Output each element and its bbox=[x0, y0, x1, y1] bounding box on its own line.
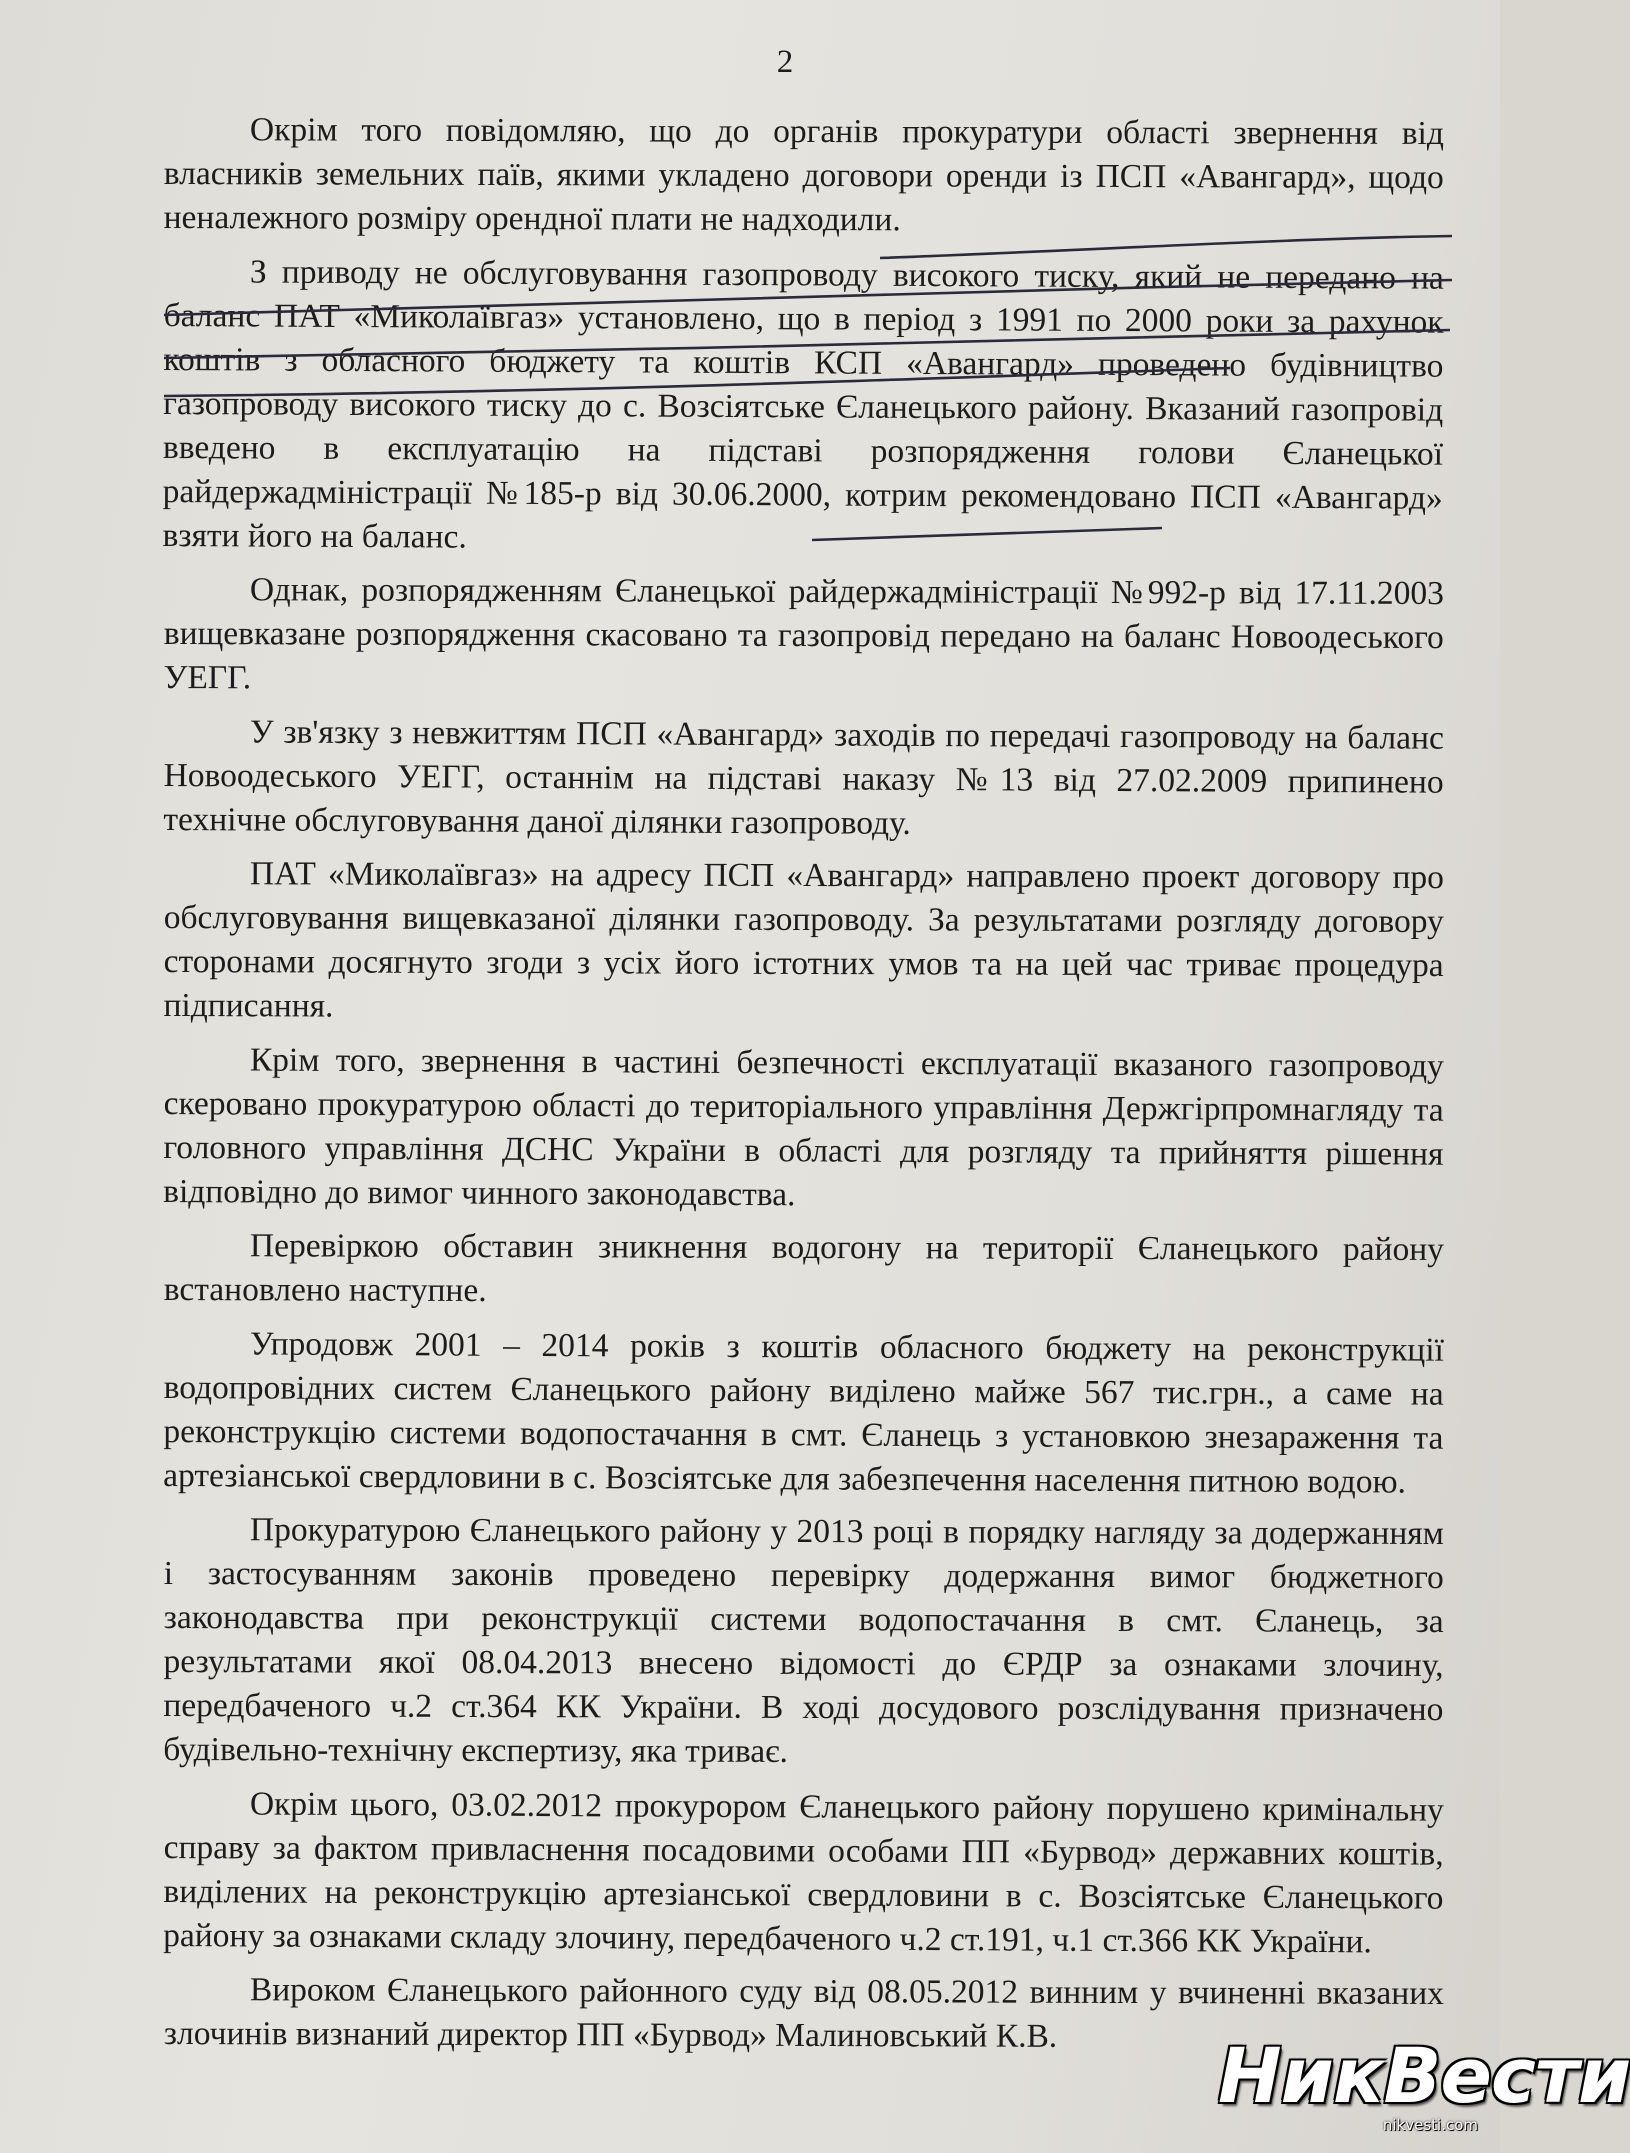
paragraph: Окрім цього, 03.02.2012 прокурором Єланецького району порушено кримінальну справу за фактом привласнення посадовими особами ПП «Бурвод» державних коштів, виділених на реконструкцію артезіанської свердловини в с. Возсіятське Єланецького району за ознаками складу злочину, передбаченого ч.2 ст.191, ч.1 ст.366 КК України. bbox=[163, 1785, 1444, 1961]
paragraph: Окрім того повідомляю, що до органів прокуратури області звернення від власників земельних паїв, якими укладено договори оренди із ПСП «Авангард», щодо неналежного розміру орендної плати не надходили. bbox=[163, 111, 1444, 239]
paragraph: Однак, розпорядженням Єланецької райдержадміністрації №992-р від 17.11.2003 вищевказане розпорядження скасовано та газопровід передано на баланс Новоодеського УЕГГ. bbox=[163, 571, 1444, 697]
paragraph: Упродовж 2001 – 2014 років з коштів обласного бюджету на реконструкції водопровідних систем Єланецького району виділено майже 567 тис.грн., а саме на реконструкцію системи водопостачання в смт. Єланець з установкою знезараження та артезіанської свердловини в с. Возсіятське для забезпечення населення питною водою. bbox=[163, 1325, 1444, 1501]
paragraph: ПАТ «Миколаївгаз» на адресу ПСП «Авангард» направлено проект договору про обслуговування вищевказаної ділянки газопроводу. За результатами розгляду договору сторонами досягнуто згоди з усіх його істотних умов та на цей час триває процедура підписання. bbox=[163, 855, 1444, 1025]
watermark-logo: НикВести bbox=[1218, 2031, 1630, 2120]
paragraph: Перевіркою обставин зникнення водогону на території Єланецького району встановлено наступне. bbox=[163, 1227, 1444, 1310]
watermark-url: nikvesti.com bbox=[1382, 2116, 1478, 2134]
page-number: 2 bbox=[776, 44, 794, 80]
paragraph: Крім того, звернення в частині безпечності експлуатації вказаного газопроводу скеровано прокуратурою області до територіального управління Держгірпромнагляду та головного управління ДСНС України в області для розгляду та прийняття рішення відповідно до вимог чинного законодавства. bbox=[163, 1041, 1444, 1214]
watermark bbox=[1218, 2030, 1630, 2146]
paragraph: Вироком Єланецького районного суду від 08.05.2012 винним у вчиненні вказаних злочинів визнаний директор ПП «Бурвод» Малиновський К.В. bbox=[163, 1971, 1444, 2055]
paragraph: У зв'язку з невжиттям ПСП «Авангард» заходів по передачі газопроводу на баланс Новоодеського УЕГГ, останнім на підставі наказу №13 від 27.02.2009 припинено технічне обслуговування даної ділянки газопроводу. bbox=[163, 713, 1444, 842]
paragraph: Прокуратурою Єланецького району у 2013 році в порядку нагляду за додержанням і застосуванням законів проведено перевірку додержання вимог бюджетного законодавства при реконструкції системи водопостачання в смт. Єланець, за результатами якої 08.04.2013 внесено відомості до ЄРДР за ознаками злочину, передбаченого ч.2 ст.364 КК України. В ході досудового розслідування призначено будівельно-технічну експертизу, яка триває. bbox=[163, 1511, 1444, 1770]
document-body bbox=[164, 108, 1444, 2066]
paragraph: З приводу не обслуговування газопроводу високого тиску, який не передано на баланс ПАТ «Миколаївгаз» установлено, що в період з 1991 по 2000 роки за рахунок коштів з обласного бюджету та коштів КСП «Авангард» проведено будівництво газопроводу високого тиску до с. Возсіятське Єланецького району. Вказаний газопровід введено в експлуатацію на підставі розпорядження голови Єланецької райдержадміністрації №185-р від 30.06.2000, котрим рекомендовано ПСП «Авангард» взяти його на баланс. bbox=[162, 253, 1444, 556]
